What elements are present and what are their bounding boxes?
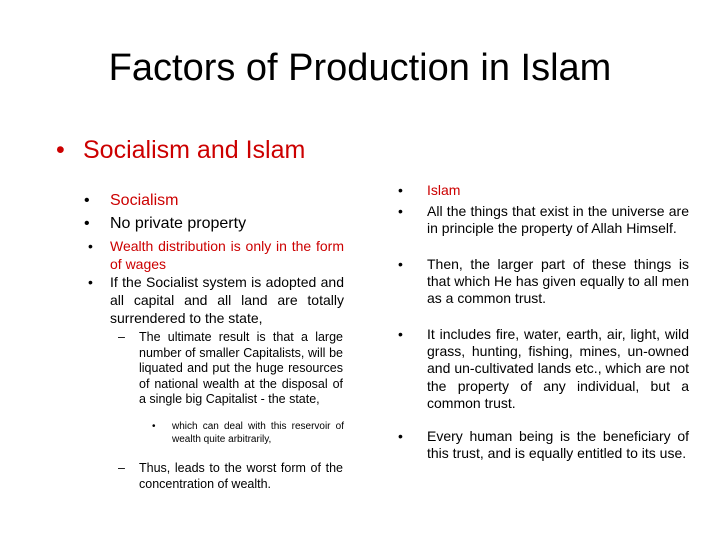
right-bullet-all-things-text: All the things that exist in the universe are in principle the property of Allah Himself. <box>427 203 689 237</box>
left-subsub-arbitrarily-text: which can deal with this reservoir of wealth quite arbitrarily, <box>172 421 344 445</box>
bullet-icon: • <box>88 274 93 290</box>
right-bullet-every-human-text: Every human being is the beneficiary of this trust, and is equally entitled to its use. <box>427 428 689 462</box>
left-bullet-wealth-distribution-text: Wealth distribution is only in the form of wages <box>110 238 344 272</box>
bullet-icon: • <box>398 256 403 272</box>
right-bullet-islam-text: Islam <box>427 182 461 198</box>
bullet-icon: • <box>398 182 403 198</box>
bullet-icon: • <box>84 192 90 209</box>
left-bullet-socialism-text: Socialism <box>110 192 179 209</box>
main-bullet-text: Socialism and Islam <box>83 136 306 164</box>
bullet-icon: • <box>84 215 90 232</box>
dash-icon: – <box>118 461 125 475</box>
bullet-icon: • <box>88 238 93 254</box>
left-sub-worst-form-text: Thus, leads to the worst form of the concentration of wealth. <box>139 461 343 491</box>
left-bullet-socialist-system-text: If the Socialist system is adopted and all capital and all land are totally surrendered to the state, <box>110 274 344 326</box>
right-bullet-includes-text: It includes fire, water, earth, air, light, wild grass, hunting, fishing, mines, un-owned and un-cultivated lands etc., which are not the property of any individual, but a common trust. <box>427 326 689 411</box>
bullet-icon: • <box>398 428 403 444</box>
left-bullet-no-private-property-text: No private property <box>110 215 247 232</box>
slide-title: Factors of Production in Islam <box>108 47 612 89</box>
left-sub-ultimate-result-text: The ultimate result is that a large number of smaller Capitalists, will be liquated and put the huge resources of national wealth at the disposal of a single big Capitalist - the state, <box>139 330 343 406</box>
bullet-icon: • <box>152 421 156 432</box>
bullet-icon: • <box>398 326 403 342</box>
bullet-icon: • <box>56 136 65 164</box>
dash-icon: – <box>118 330 125 344</box>
right-bullet-larger-part-text: Then, the larger part of these things is that which He has given equally to all men as a common trust. <box>427 256 689 307</box>
bullet-icon: • <box>398 203 403 219</box>
